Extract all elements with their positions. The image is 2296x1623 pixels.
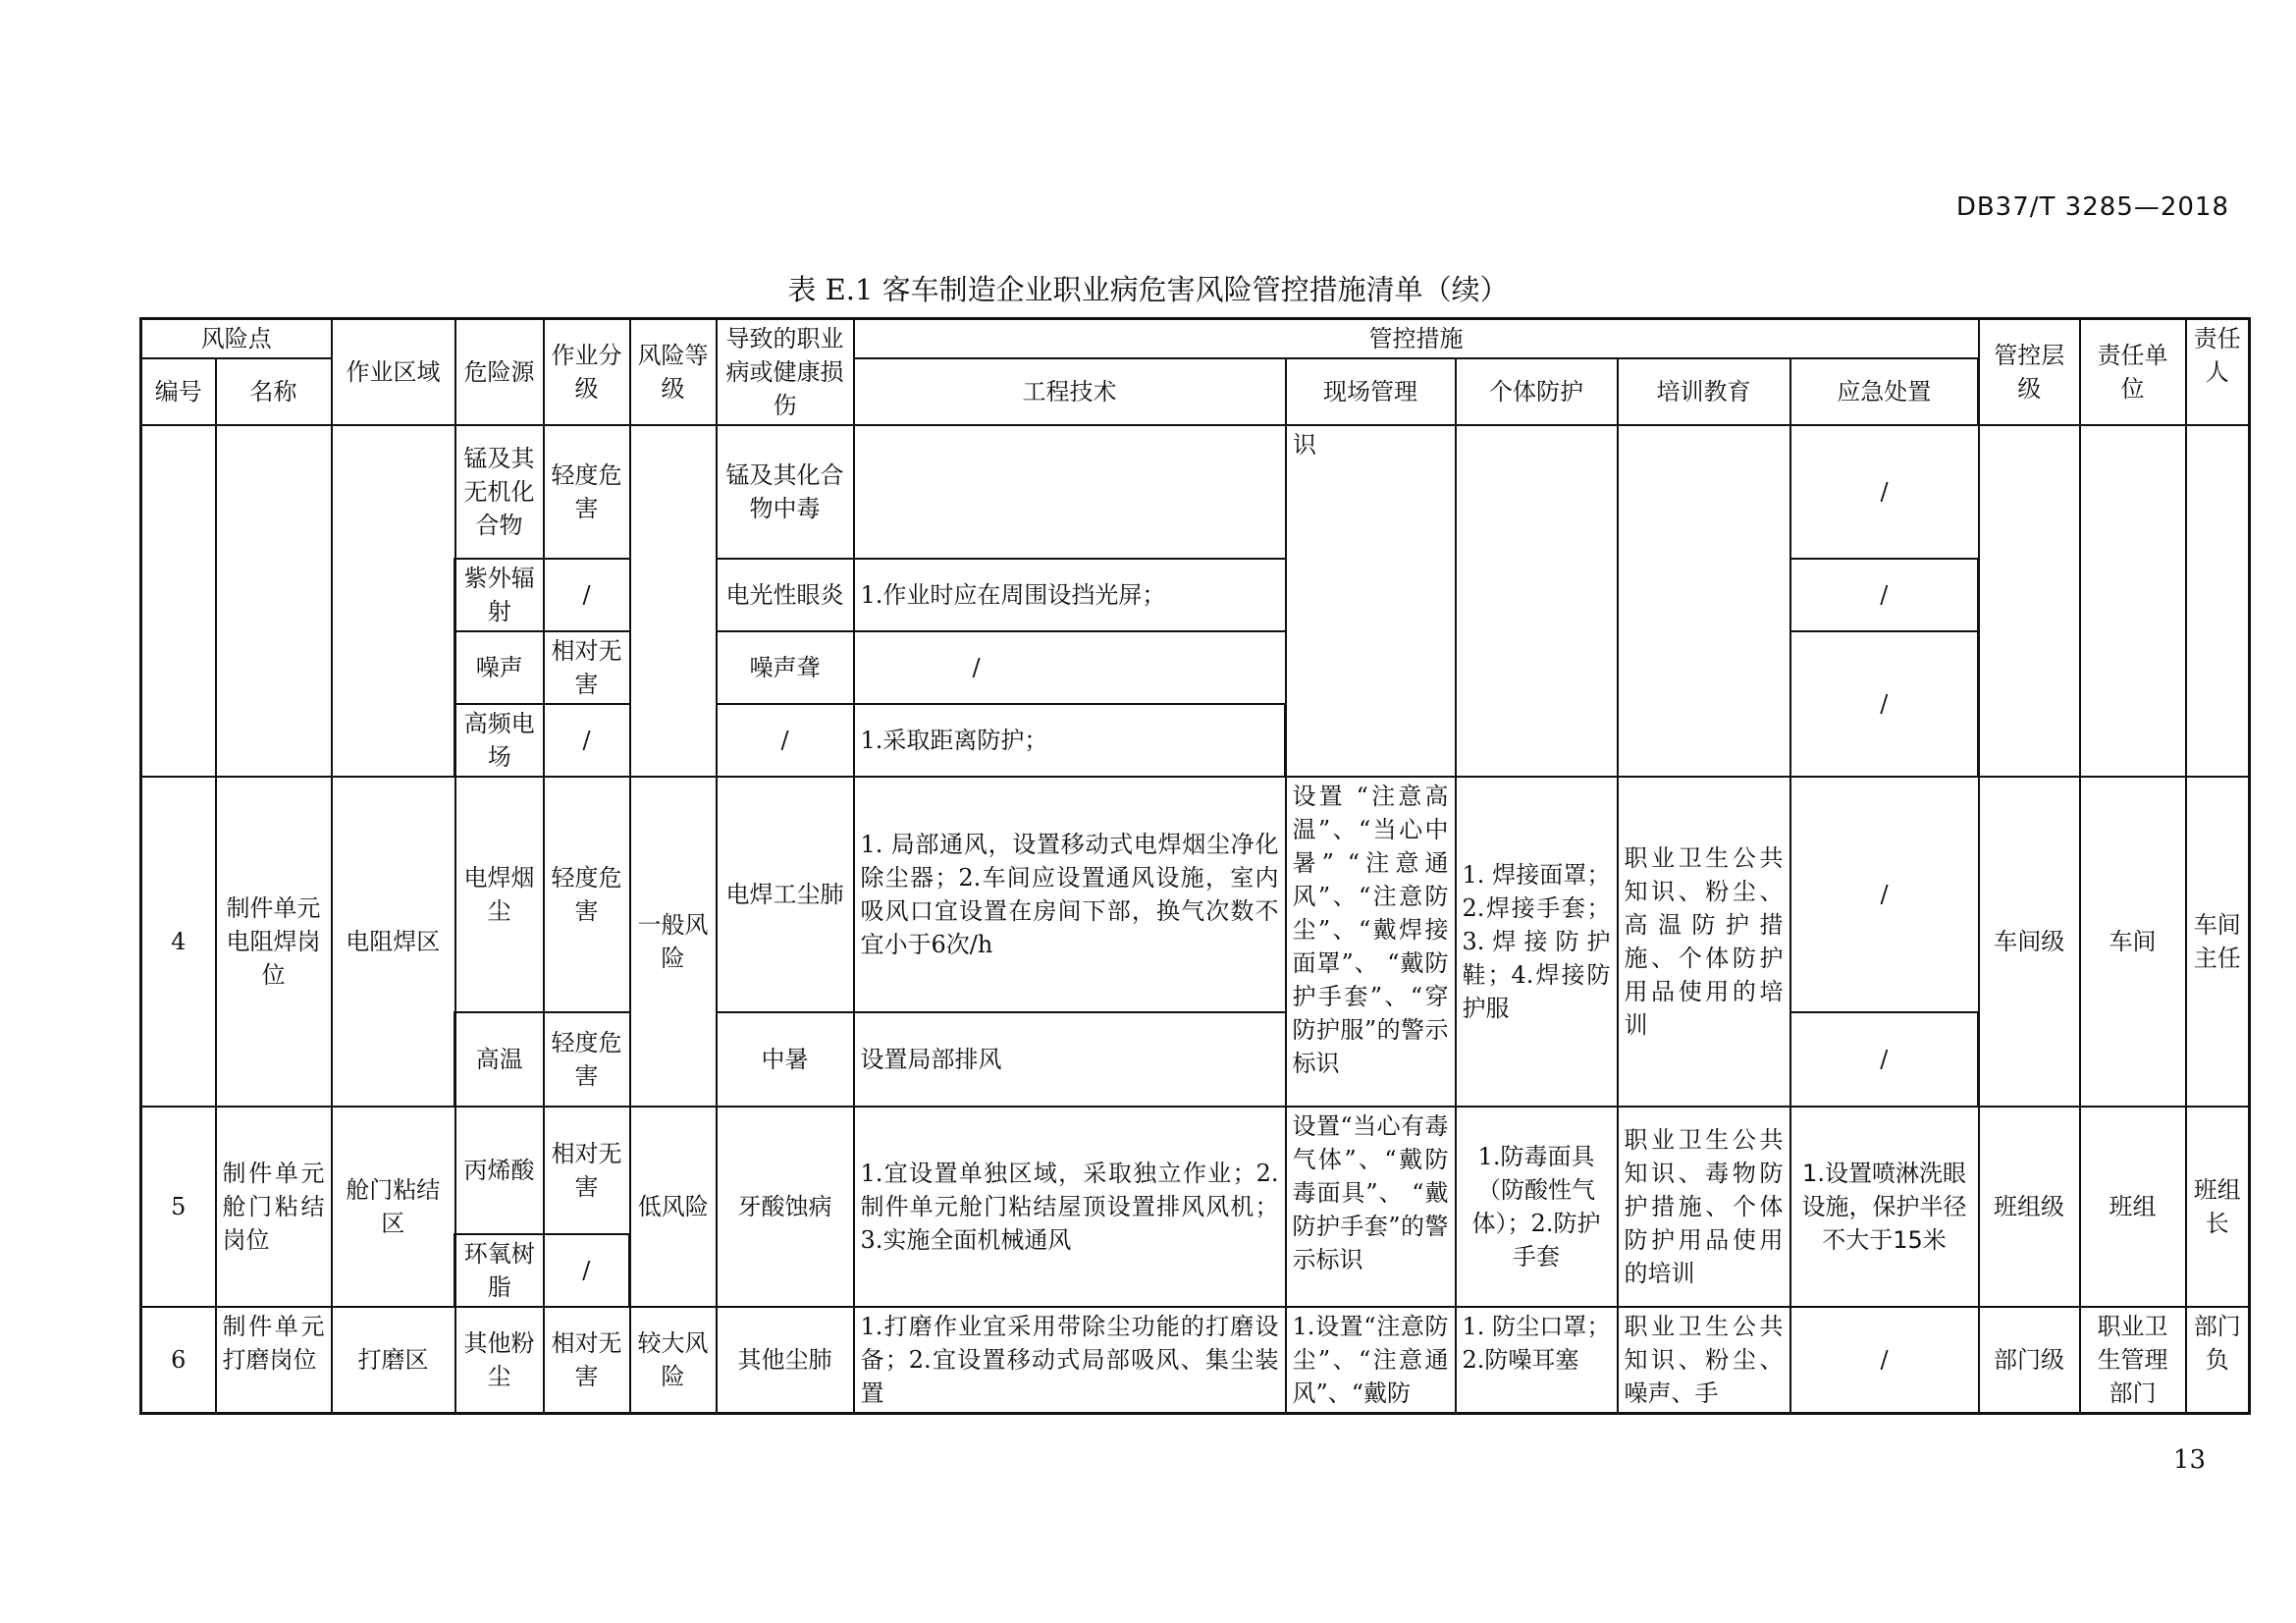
risk-level: 较大风险: [630, 1307, 717, 1414]
resp-unit: 职业卫生管理部门: [2080, 1307, 2186, 1414]
col-emergency: 应急处置: [1790, 358, 1979, 425]
training: 职业卫生公共知识、粉尘、噪声、手: [1618, 1307, 1790, 1414]
hazard-source: 噪声: [455, 631, 544, 704]
hazard-source: 高频电场: [455, 704, 544, 777]
row-number: 4: [141, 777, 216, 1107]
emergency: /: [1790, 777, 1979, 1012]
row-number: 6: [141, 1307, 216, 1414]
col-resp-person: 责任人: [2186, 319, 2250, 426]
engineering: /: [854, 631, 1286, 704]
job-grade: 相对无害: [544, 1307, 630, 1414]
cell-level-empty: [1979, 425, 2080, 777]
table-row: [141, 777, 2250, 1012]
table-row: [141, 1012, 2250, 1107]
col-work-area: 作业区域: [332, 319, 455, 426]
engineering: 设置局部排风: [854, 1012, 1286, 1107]
cell-training-empty: [1618, 425, 1790, 777]
cell-area-empty: [332, 425, 455, 777]
col-risk-point: 风险点: [141, 319, 332, 359]
emergency: /: [1790, 1012, 1979, 1107]
col-disease: 导致的职业病或健康损伤: [717, 319, 854, 426]
disease: 锰及其化合物中毒: [717, 425, 854, 559]
hazard-source: 丙烯酸: [455, 1107, 544, 1234]
job-grade: /: [544, 1234, 630, 1307]
engineering: 1.宜设置单独区域，采取独立作业；2.制件单元舱门粘结屋顶设置排风风机；3.实施全面机械通风: [854, 1107, 1286, 1307]
site-mgmt: 设置“当心有毒气体”、“戴防毒面具”、 “戴防护手套”的警示标识: [1286, 1107, 1456, 1307]
col-control-measures: 管控措施: [854, 319, 1979, 359]
col-site-mgmt: 现场管理: [1286, 358, 1456, 425]
emergency: /: [1790, 425, 1979, 559]
risk-point-name: 制件单元打磨岗位: [216, 1307, 332, 1414]
job-grade: 轻度危害: [544, 425, 630, 559]
risk-level: 低风险: [630, 1107, 717, 1307]
site-mgmt: 识: [1286, 425, 1456, 777]
disease: 其他尘肺: [717, 1307, 854, 1414]
job-grade: /: [544, 704, 630, 777]
job-grade: /: [544, 559, 630, 631]
cell-unit-empty: [2080, 425, 2186, 777]
hazard-source: 高温: [455, 1012, 544, 1107]
disease: 牙酸蚀病: [717, 1107, 854, 1307]
table-row: [141, 559, 2250, 631]
col-control-level: 管控层级: [1979, 319, 2080, 426]
disease: 噪声聋: [717, 631, 854, 704]
hazard-source: 环氧树脂: [455, 1234, 544, 1307]
resp-person: 班组长: [2186, 1107, 2250, 1307]
col-ppe: 个体防护: [1456, 358, 1618, 425]
col-job-grade: 作业分级: [544, 319, 630, 426]
emergency: 1.设置喷淋洗眼设施，保护半径不大于15米: [1790, 1107, 1979, 1307]
hazard-source: 锰及其无机化合物: [455, 425, 544, 559]
col-resp-unit: 责任单位: [2080, 319, 2186, 426]
job-grade: 相对无害: [544, 631, 630, 704]
emergency: /: [1790, 559, 1979, 631]
job-grade: 轻度危害: [544, 1012, 630, 1107]
col-hazard-source: 危险源: [455, 319, 544, 426]
job-grade: 相对无害: [544, 1107, 630, 1234]
control-level: 车间级: [1979, 777, 2080, 1107]
cell-person-empty: [2186, 425, 2250, 777]
cell-name-empty: [216, 425, 332, 777]
work-area: 电阻焊区: [332, 777, 455, 1107]
disease: 电焊工尘肺: [717, 777, 854, 1012]
job-grade: 轻度危害: [544, 777, 630, 1012]
table-row: [141, 1307, 2250, 1414]
risk-point-name: 制件单元电阻焊岗位: [216, 777, 332, 1107]
hazard-source: 紫外辐射: [455, 559, 544, 631]
control-level: 部门级: [1979, 1307, 2080, 1414]
engineering: [854, 425, 1286, 559]
control-level: 班组级: [1979, 1107, 2080, 1307]
cell-ppe-empty: [1456, 425, 1618, 777]
disease: 电光性眼炎: [717, 559, 854, 631]
header-row-1: [141, 319, 2250, 359]
resp-person: 车间主任: [2186, 777, 2250, 1107]
ppe: 1. 防尘口罩；2.防噪耳塞: [1456, 1307, 1618, 1414]
table-row: [141, 425, 2250, 559]
col-risk-level: 风险等级: [630, 319, 717, 426]
cell-risk-empty: [630, 425, 717, 777]
resp-unit: 车间: [2080, 777, 2186, 1107]
ppe: 1.防毒面具（防酸性气体）；2.防护手套: [1456, 1107, 1618, 1307]
table-row: [141, 1107, 2250, 1234]
table-row: [141, 631, 2250, 704]
cell-no-empty: [141, 425, 216, 777]
training: 职业卫生公共知识、粉尘、高温防护措施、个体防护用品使用的培训: [1618, 777, 1790, 1107]
hazard-source: 电焊烟尘: [455, 777, 544, 1012]
row-number: 5: [141, 1107, 216, 1307]
ppe: 1. 焊接面罩；2.焊接手套；3.焊接防护鞋；4.焊接防护服: [1456, 777, 1618, 1107]
work-area: 舱门粘结区: [332, 1107, 455, 1307]
risk-point-name: 制件单元舱门粘结岗位: [216, 1107, 332, 1307]
page-number: 13: [2172, 1445, 2206, 1475]
disease: 中暑: [717, 1012, 854, 1107]
engineering: 1.作业时应在周围设挡光屏；: [854, 559, 1286, 631]
table-caption: 表 E.1 客车制造企业职业病危害风险管控措施清单（续）: [787, 273, 1509, 306]
site-mgmt: 1.设置“注意防尘”、“注意通风”、“戴防: [1286, 1307, 1456, 1414]
col-no: 编号: [141, 358, 216, 425]
disease: /: [717, 704, 854, 777]
training: 职业卫生公共知识、毒物防护措施、个体防护用品使用的培训: [1618, 1107, 1790, 1307]
risk-level: 一般风险: [630, 777, 717, 1107]
resp-person: 部门负: [2186, 1307, 2250, 1414]
col-training: 培训教育: [1618, 358, 1790, 425]
resp-unit: 班组: [2080, 1107, 2186, 1307]
standard-number: DB37/T 3285—2018: [1955, 192, 2229, 222]
hazard-source: 其他粉尘: [455, 1307, 544, 1414]
engineering: 1. 局部通风，设置移动式电焊烟尘净化除尘器；2.车间应设置通风设施，室内吸风口宜设置在房间下部，换气次数不宜小于6次/h: [854, 777, 1286, 1012]
emergency: /: [1790, 631, 1979, 777]
engineering: 1.打磨作业宜采用带除尘功能的打磨设备；2.宜设置移动式局部吸风、集尘装置: [854, 1307, 1286, 1414]
work-area: 打磨区: [332, 1307, 455, 1414]
col-name: 名称: [216, 358, 332, 425]
col-engineering: 工程技术: [854, 358, 1286, 425]
risk-control-table: [139, 317, 2251, 1415]
emergency: /: [1790, 1307, 1979, 1414]
site-mgmt: 设置 “注意高温”、“当心中暑” “注意通风”、“注意防尘”、“戴焊接面罩”、 “戴防护手套”、“穿防护服”的警示标识: [1286, 777, 1456, 1107]
engineering: 1.采取距离防护；: [854, 704, 1286, 777]
